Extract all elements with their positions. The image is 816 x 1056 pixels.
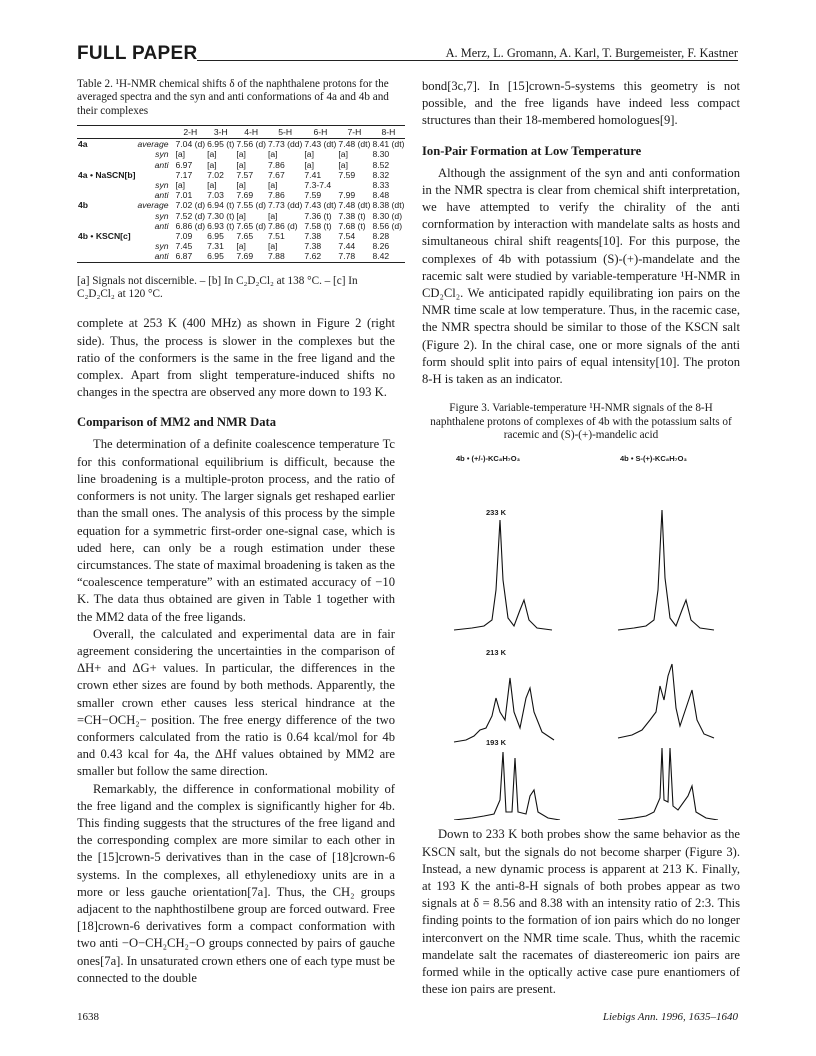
table-cell: 7.02: [207, 169, 224, 180]
table-cell: 7.62: [303, 251, 337, 262]
column-header: 4-H: [235, 126, 267, 139]
table-cell: 7.09: [175, 231, 193, 242]
heading-ion-pair: Ion-Pair Formation at Low Temperature: [422, 143, 642, 158]
table-caption: Table 2. ¹H-NMR chemical shifts δ of the naphthalene protons for the averaged spectra and the syn and anti conformations of 4a and 4b and their complexes: [77, 78, 389, 117]
column-header: 7-H: [337, 126, 371, 139]
table-cell: 6.95: [207, 231, 224, 242]
left-paragraph-3: Overall, the calculated and experimental data are in fair agreement considering the uncertainties in the comparison of ΔH+ and ΔG+ values. In particular, the differences in the crown ether sizes are found by both methods. Apparently, the smaller crown ether causes less sterical hindrance at the =CH−OCH₂− position. The free energy difference of the two conformers calculated from the ratio is 0.64 kcal/mol for 4b and 0.43 kcal for 4a, the ΔHf values obtained by MM2 are smaller but follow the same direction.: [77, 626, 395, 779]
table-cell: [a]: [236, 241, 246, 252]
table-cell: 7.31: [207, 241, 224, 252]
right-column: [422, 78, 740, 999]
row-label: anti: [136, 251, 174, 262]
table-cell: 8.28: [372, 231, 390, 242]
table-cell: 6.95 (t): [207, 139, 235, 150]
table-row: [77, 211, 405, 221]
table-cell: [a]: [175, 149, 186, 160]
table-cell: [a]: [304, 149, 314, 160]
table-cell: 7.88: [267, 251, 303, 262]
column-header: 2-H: [175, 126, 207, 139]
table-cell: 7.38 (t): [338, 210, 366, 221]
table-cell: 7.69: [236, 190, 254, 201]
nmr-shift-table: [77, 125, 405, 262]
table-header-row: [77, 126, 405, 139]
table-cell: 7.86: [268, 159, 285, 170]
spectrum-233-chiral: [618, 510, 714, 630]
table-cell: 8.38 (dt): [372, 200, 405, 211]
table-cell: 7.38: [304, 241, 322, 252]
table-cell: 7.73 (dd): [268, 139, 303, 150]
table-cell: 7.86: [268, 190, 285, 201]
table-row: [77, 221, 405, 231]
table-cell: [a]: [207, 180, 217, 191]
spectrum-233-racemic: [454, 520, 552, 630]
spectrum-213-racemic: [454, 678, 554, 742]
right-paragraph-1: bond[3c,7]. In [15]crown-5-systems this geometry is not possible, and the free ligands have indeed less compact structures than their 18-membered homologues[9].: [422, 79, 740, 128]
table-cell: 7.69: [235, 251, 267, 262]
left-paragraph-1: complete at 253 K (400 MHz) as shown in Figure 2 (right side). Thus, the process is slower in the complexes but the ratio of the conformers is the same in the free ligand and the complex. Apart from slight temperature-induced shifts no changes in the spectra are observed any more down to 193 K.: [77, 316, 395, 400]
row-group: [77, 211, 136, 221]
table-cell: 8.30 (d): [372, 210, 403, 221]
table-cell: 7.68 (t): [338, 220, 366, 231]
table-cell: 7.48 (dt): [338, 200, 371, 211]
table-cell: 7.65: [236, 231, 254, 242]
row-group: [77, 190, 136, 200]
table-row: [77, 241, 405, 251]
row-group: [77, 221, 136, 231]
table-row: [77, 170, 405, 180]
table-cell: [a]: [236, 180, 246, 191]
row-label: average: [137, 200, 169, 211]
row-label: syn: [155, 149, 169, 160]
row-group: 4a: [78, 139, 88, 150]
spectrum-193-racemic: [454, 752, 560, 820]
table-cell: 8.56 (d): [372, 220, 403, 231]
temp-label-213: 213 K: [486, 648, 507, 658]
table-cell: 7.58 (t): [304, 220, 332, 231]
table-row: [77, 231, 405, 241]
table-cell: [a]: [268, 241, 278, 252]
column-header: 5-H: [267, 126, 303, 139]
column-header: 8-H: [371, 126, 405, 139]
fig-label-racemic: 4b • (+/-)-KC₈H₇O₃: [456, 454, 521, 464]
table-cell: 6.95: [206, 251, 235, 262]
table-cell: 7.73 (dd): [268, 200, 303, 211]
table-cell: 7.55 (d): [236, 200, 266, 211]
table-cell: 7.36 (t): [304, 210, 332, 221]
table-cell: 7.99: [338, 190, 356, 201]
row-group: 4a • NaSCN[b]: [78, 169, 136, 180]
table-cell: 7.3-7.4: [304, 180, 332, 191]
temp-label-233: 233 K: [486, 508, 507, 518]
row-group: [77, 160, 136, 170]
table-cell: 6.86 (d): [175, 220, 206, 231]
table-cell: [a]: [268, 180, 278, 191]
heading-comparison: Comparison of MM2 and NMR Data: [77, 415, 277, 430]
table-cell: 8.30: [372, 149, 390, 160]
table-cell: [a]: [175, 180, 186, 191]
table-body: [77, 139, 405, 262]
table-footnote: [a] Signals not discernible. – [b] In C₂D₂Cl₂ at 138 °C. – [c] In C₂D₂Cl₂ at 120 °C.: [77, 274, 358, 301]
table-cell: 7.44: [338, 241, 356, 252]
table-cell: 6.97: [175, 159, 193, 170]
table-cell: 7.43 (dt): [304, 139, 337, 150]
nmr-spectra-drawing: [422, 450, 740, 820]
table-cell: 7.38: [304, 231, 322, 242]
row-group: [77, 149, 136, 159]
table-cell: [a]: [268, 149, 278, 160]
figure-3: [422, 450, 740, 820]
table-cell: 8.32: [372, 169, 390, 180]
page-number: 1638: [77, 1011, 99, 1023]
table-cell: [a]: [268, 210, 278, 221]
column-header: [136, 126, 174, 139]
table-cell: 8.48: [372, 190, 390, 201]
table-cell: [a]: [338, 159, 348, 170]
table-cell: 8.52: [372, 159, 390, 170]
row-group: [77, 241, 136, 251]
table-row: [77, 139, 405, 150]
table-cell: 8.26: [372, 241, 390, 252]
table-cell: 7.02 (d): [175, 200, 206, 211]
table-row: [77, 251, 405, 262]
row-group: 4b • KSCN[c]: [78, 231, 131, 242]
left-column: [77, 78, 405, 987]
row-label: average: [137, 139, 169, 150]
table-cell: 7.59: [338, 169, 356, 180]
table-cell: 6.94 (t): [207, 200, 235, 211]
row-label: syn: [155, 241, 169, 252]
row-label: syn: [155, 180, 169, 191]
table-row: [77, 149, 405, 159]
table-cell: 7.54: [338, 231, 356, 242]
table-cell: 7.17: [175, 169, 193, 180]
table-row: [77, 160, 405, 170]
journal-citation: Liebigs Ann. 1996, 1635–1640: [602, 1011, 738, 1023]
table-cell: [337, 180, 371, 190]
table-cell: 8.33: [372, 180, 390, 191]
table-cell: [a]: [304, 159, 314, 170]
table-cell: 8.42: [371, 251, 405, 262]
table-cell: 7.56 (d): [236, 139, 266, 150]
right-paragraph-2: Although the assignment of the syn and anti conformation in the NMR spectra is clear from chemical shift interpretation, we have attempted to verify the chirality of the anti cornformation by interaction with mandelate salts as hosts and simultaneous chiral shift reagents[10]. For this purpose, the complexes of 4b with potassium (S)-(+)-mandelate and the racemic salt were studied by variable-temperature ¹H-NMR in CD₂Cl₂. We anticipated rapidly equilibrating ion pairs on the NMR time scale at low temperature. Thus, in the racemic case, the NMR spectra should be similar to those of the KSCN salt (Figure 2). In the chiral case, one or more signals of the anti form should split into pairs of equal intensity[10]. The proton 8-H is taken as an indicator.: [422, 165, 740, 387]
table-row: [77, 200, 405, 210]
table-cell: 7.52 (d): [175, 210, 206, 221]
author-line: A. Merz, L. Gromann, A. Karl, T. Burgemeister, F. Kastner: [445, 46, 738, 60]
row-label: syn: [155, 210, 169, 221]
table-cell: 7.43 (dt): [304, 200, 337, 211]
table-cell: 7.48 (dt): [338, 139, 371, 150]
table-cell: 7.86 (d): [268, 220, 298, 231]
table-cell: [a]: [207, 159, 217, 170]
table-cell: 7.41: [304, 169, 322, 180]
table-cell: [a]: [236, 210, 246, 221]
left-paragraph-2: The determination of a definite coalescence temperature Tc for this conformational equilibrium is difficult, because the line broadening is a multiple-proton process, and the ratio of conformers is not unity. The larger signals get reshaped earlier than the small ones. The analysis of this process by the simple equation for a symmetric first-order one-signal case, which is uded here, can only be a rough estimation under these circumstances. The state of maximal broadening is taken as the “coalescence temperature” with an estimated accuracy of −10 K. The data thus obtained are given in Table 1 together with the MM2 data of the free ligands.: [77, 437, 396, 624]
section-label: FULL PAPER: [77, 43, 198, 64]
row-label: anti: [154, 159, 169, 170]
table-cell: 7.01: [175, 190, 193, 201]
column-header: 3-H: [206, 126, 235, 139]
row-label: [136, 231, 174, 241]
spectrum-193-chiral: [618, 748, 718, 820]
row-group: 4b: [78, 200, 89, 211]
table-row: [77, 180, 405, 190]
fig-label-chiral: 4b • S-(+)-KC₈H₇O₃: [620, 454, 687, 464]
table-row: [77, 190, 405, 200]
table-cell: 7.78: [337, 251, 371, 262]
table-cell: 7.03: [207, 190, 224, 201]
table-cell: 7.59: [304, 190, 322, 201]
right-paragraph-3: Down to 233 K both probes show the same behavior as the KSCN salt, but the signals do not become sharper (Figure 3). Instead, a new dynamic process is apparent at 213 K. Finally, at 193 K the anti-8-H signals of both probes appear as two signals at δ = 8.56 and 8.38 with an intensity ratio of 2:3. This finding points to the formation of ion pairs which do no longer interconvert on the NMR time scale. Thus, whith the racemic mandelate salt the racemates of diastereomeric ion pairs are formed while in the optically active case pure enantiomers of these ion pairs are present.: [422, 827, 740, 997]
left-paragraph-4: Remarkably, the difference in conformational mobility of the free ligand and the complex is significantly higher for 4b. This finding suggests that the structures of the free ligand and the corresponding complex are more similar to each other in the [15]crown-5 derivatives than in the case of [18]crown-6 systems. In the complexes, all ethylenedioxy units are in a more or less gauche orientation[7a]. Thus, the CH₂ groups adjacent to the naphthostilbene group are forced outward. Free [18]crown-6 derivatives form a compact conformation with two anti −O−CH₂CH₂−O groups connected by pairs of gauche ones[7a]. In unsaturated crown ethers one of each type must be connected to the double: [77, 781, 395, 985]
table-cell: 8.41 (dt): [372, 139, 405, 150]
row-label: anti: [154, 220, 169, 231]
table-cell: 6.87: [175, 251, 207, 262]
table-cell: 7.65 (d): [236, 220, 266, 231]
table-cell: 7.51: [268, 231, 285, 242]
column-header: 6-H: [303, 126, 337, 139]
spectrum-213-chiral: [618, 664, 714, 738]
table-cell: 6.93 (t): [207, 220, 235, 231]
row-group: [77, 180, 136, 190]
table-cell: [a]: [338, 149, 348, 160]
row-label: anti: [154, 190, 169, 201]
temp-label-193: 193 K: [486, 738, 507, 748]
row-label: [136, 170, 174, 180]
table-cell: 7.30 (t): [207, 210, 235, 221]
row-group: [77, 251, 136, 262]
table-cell: 7.57: [236, 169, 254, 180]
table-cell: 7.67: [268, 169, 285, 180]
table-cell: [a]: [236, 159, 246, 170]
table-cell: [a]: [207, 149, 217, 160]
table-cell: 7.04 (d): [175, 139, 206, 150]
figure-caption: Figure 3. Variable-temperature ¹H-NMR signals of the 8-H naphthalene protons of complexes of 4b with the potassium salts of racemic and (S)-(+)-mandelic acid: [430, 402, 732, 442]
table-cell: 7.45: [175, 241, 193, 252]
table-cell: [a]: [236, 149, 246, 160]
column-header: [77, 126, 136, 139]
